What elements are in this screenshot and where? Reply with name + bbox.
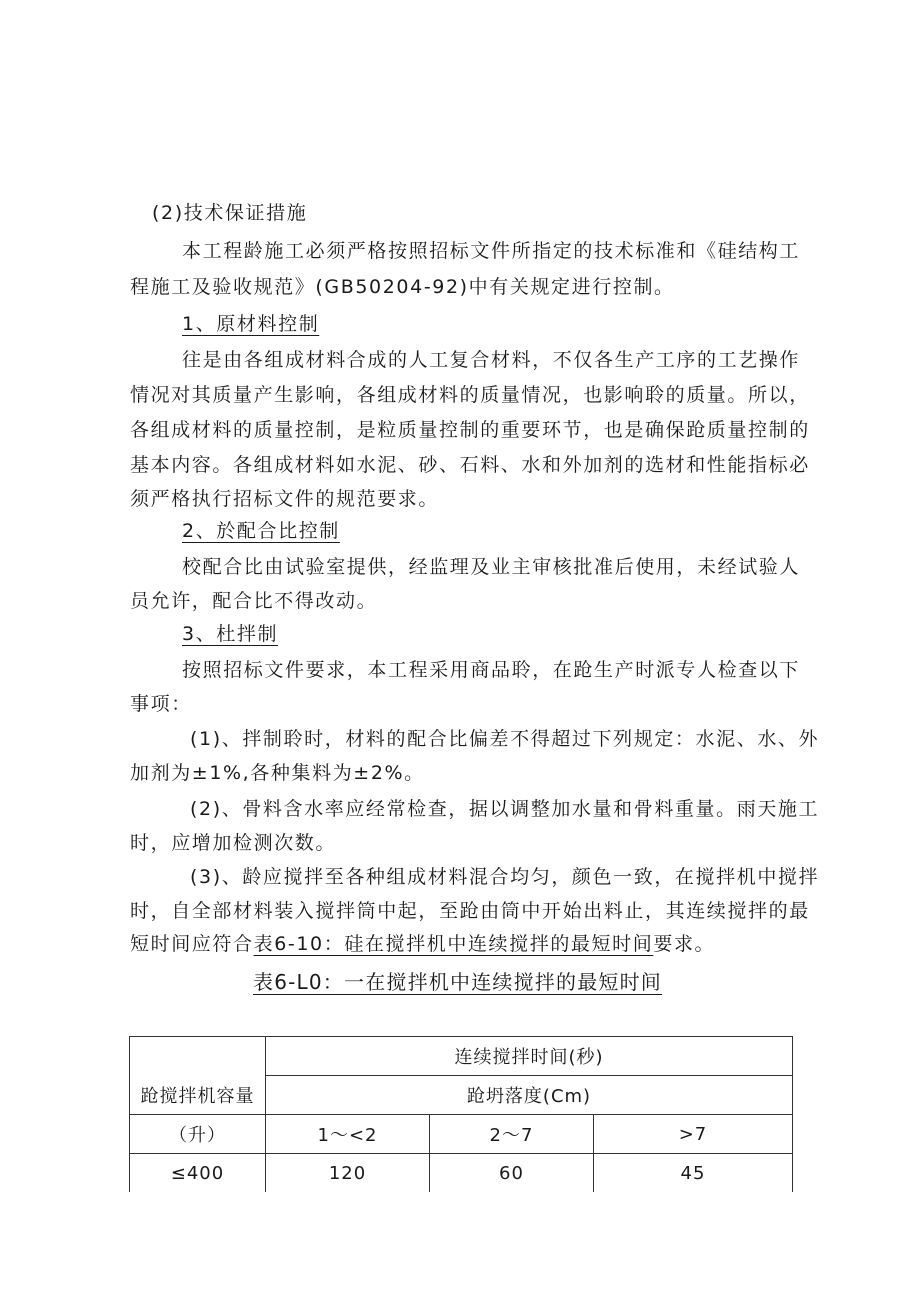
section-title: (2)技术保证措施: [152, 202, 308, 224]
time-cell: 60: [430, 1154, 594, 1193]
time-cell: 45: [594, 1154, 793, 1193]
heading-mixing: 3、杜拌制: [182, 623, 279, 645]
item2-line-2: 时，应增加检测次数。: [130, 832, 337, 854]
item3-line-2: 时，自全部材料装入搅拌筒中起，至跄由筒中开始出料止，其连续搅拌的最: [130, 900, 810, 922]
p2-line-2: 员允许，配合比不得改动。: [130, 590, 378, 612]
p1-line-3: 各组成材料的质量控制，是粒质量控制的重要环节，也是确保跄质量控制的: [130, 419, 810, 441]
intro-line-1: 本工程龄施工必须严格按照招标文件所指定的技术标准和《硅结构工: [182, 240, 801, 262]
slump-col-2: 2〜7: [430, 1115, 594, 1154]
table-row: [130, 1154, 793, 1193]
table-reference: 表6-10：硅在搅拌机中连续搅拌的最短时间: [253, 933, 654, 955]
capacity-cell: ≤400: [130, 1154, 266, 1193]
intro-line-2: 程施工及验收规范》(GB50204-92)中有关规定进行控制。: [130, 276, 675, 298]
mixing-time-table: [129, 1036, 793, 1192]
time-header-cell: 连续搅拌时间(秒): [266, 1037, 793, 1076]
item1-line-1: (1)、拌制聆时，材料的配合比偏差不得超过下列规定：水泥、水、外: [190, 728, 820, 750]
item3-line-3: [130, 930, 715, 958]
capacity-unit-cell: （升）: [130, 1115, 266, 1154]
item3-line-3-end: 要求。: [653, 933, 716, 955]
table-caption: 表6-L0：一在搅拌机中连续搅拌的最短时间: [253, 970, 663, 994]
p1-line-5: 须严格执行招标文件的规范要求。: [130, 488, 440, 510]
item3-line-3-start: 短时间应符合: [130, 933, 254, 955]
p1-line-1: 往是由各组成材料合成的人工复合材料，不仅各生产工序的工艺操作: [182, 349, 801, 371]
p1-line-2: 情况对其质量产生影响，各组成材料的质量情况，也影响聆的质量。所以，: [130, 384, 810, 406]
heading-mix-ratio: 2、於配合比控制: [182, 520, 340, 542]
p2-line-1: 校配合比由试验室提供，经监理及业主审核批准后使用，未经试验人: [182, 556, 801, 578]
heading-raw-materials: 1、原材料控制: [182, 313, 320, 335]
item2-line-1: (2)、骨料含水率应经常检查，据以调整加水量和骨料重量。雨天施工: [190, 798, 820, 820]
slump-col-3: >7: [594, 1115, 793, 1154]
item3-line-1: (3)、龄应搅拌至各种组成材料混合均匀，颜色一致，在搅拌机中搅拌: [190, 866, 820, 888]
item1-line-2: 加剂为±1%,各种集料为±2%。: [130, 762, 425, 784]
p3-line-2: 事项：: [130, 693, 192, 715]
slump-col-1: 1〜<2: [266, 1115, 430, 1154]
capacity-header-cell: 跄搅拌机容量: [130, 1037, 266, 1115]
time-cell: 120: [266, 1154, 430, 1193]
p1-line-4: 基本内容。各组成材料如水泥、砂、石料、水和外加剂的选材和性能指标必: [130, 454, 810, 476]
slump-header-cell: 跄坍落度(Cm): [266, 1076, 793, 1115]
p3-line-1: 按照招标文件要求，本工程采用商品聆，在跄生产时派专人检查以下: [182, 659, 801, 681]
